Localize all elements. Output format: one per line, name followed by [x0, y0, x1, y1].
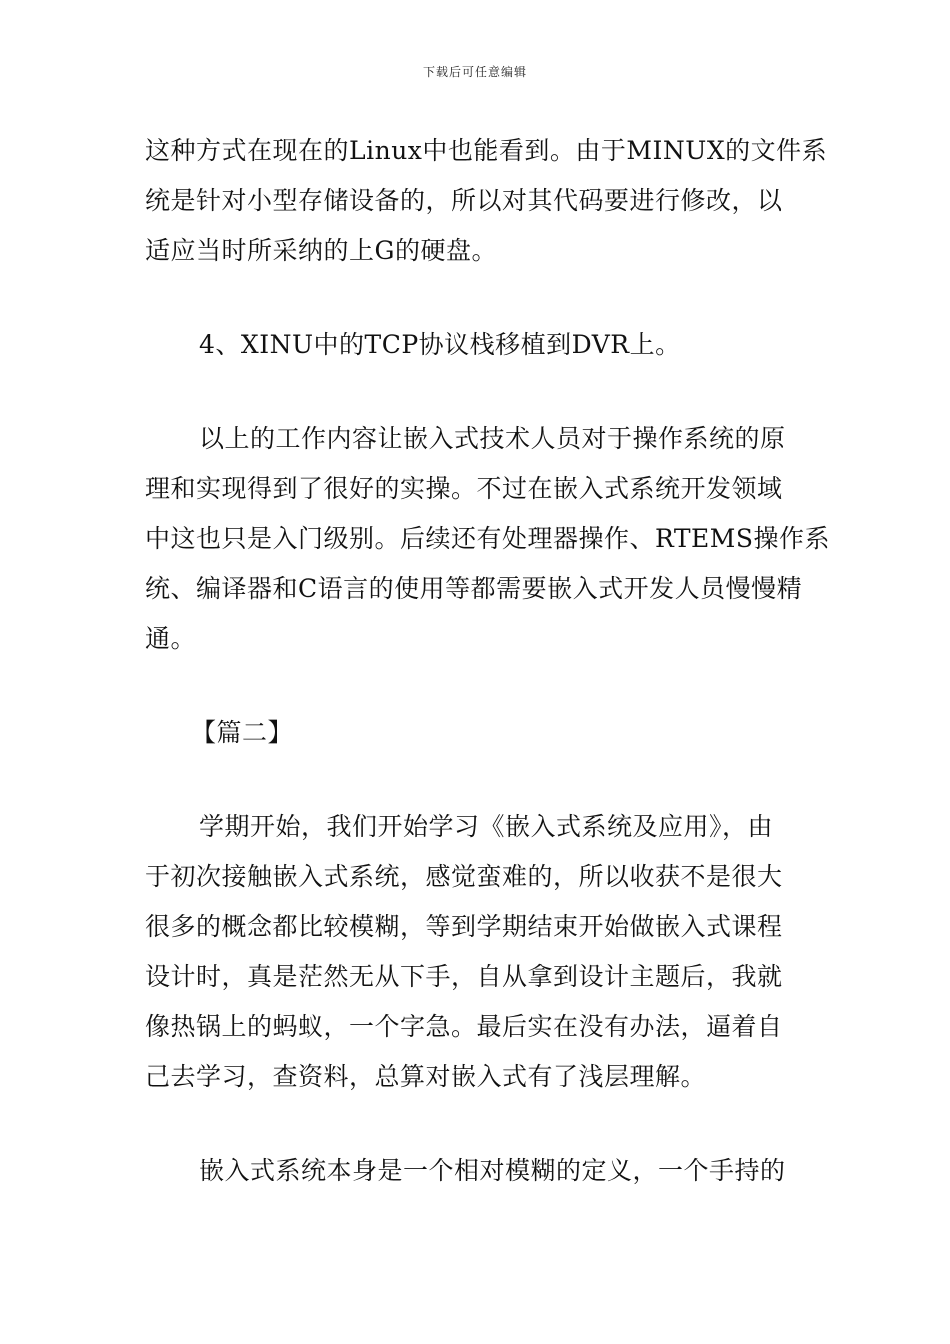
text-line: 设计时，真是茫然无从下手，自从拿到设计主题后，我就	[145, 962, 783, 991]
text-line: 适应当时所采纳的上G的硬盘。	[145, 236, 497, 265]
paragraph-xinu-tcp	[145, 320, 807, 370]
paragraph-linux-minux	[145, 126, 828, 276]
paragraph-spacer	[145, 664, 807, 708]
text-line: 以上的工作内容让嵌入式技术人员对于操作系统的原	[199, 424, 786, 453]
text-line: 4、XINU中的TCP协议栈移植到DVR上。	[199, 330, 681, 359]
paragraph-work-summary	[145, 414, 831, 664]
text-line: 统是针对小型存储设备的，所以对其代码要进行修改，以	[145, 186, 783, 215]
paragraph-spacer	[145, 276, 807, 320]
page-header-note: 下载后可任意编辑	[422, 65, 527, 79]
text-line: 于初次接触嵌入式系统，感觉蛮难的，所以收获不是很大	[145, 862, 783, 891]
paragraph-spacer	[145, 370, 807, 414]
text-line: 很多的概念都比较模糊，等到学期结束开始做嵌入式课程	[145, 912, 783, 941]
text-line: 统、编译器和C语言的使用等都需要嵌入式开发人员慢慢精	[145, 574, 803, 603]
text-line: 理和实现得到了很好的实操。不过在嵌入式系统开发领域	[145, 474, 783, 503]
section-heading-part-two	[145, 708, 807, 758]
document-body	[145, 126, 831, 1196]
text-line: 嵌入式系统本身是一个相对模糊的定义，一个手持的	[199, 1156, 786, 1185]
paragraph-semester-learning	[145, 802, 807, 1102]
text-line: 己去学习，查资料，总算对嵌入式有了浅层理解。	[145, 1062, 707, 1091]
text-line: 这种方式在现在的Linux中也能看到。由于MINUX的文件系	[145, 136, 828, 165]
paragraph-spacer	[145, 758, 807, 802]
paragraph-embedded-definition	[145, 1146, 807, 1196]
text-line: 学期开始，我们开始学习《嵌入式系统及应用》，由	[199, 812, 774, 841]
text-line: 中这也只是入门级别。后续还有处理器操作、RTEMS操作系	[145, 524, 831, 553]
text-line: 通。	[145, 624, 197, 653]
text-line: 像热锅上的蚂蚁，一个字急。最后实在没有办法，逼着自	[145, 1012, 783, 1041]
paragraph-spacer	[145, 1102, 807, 1146]
section-heading-text: 【篇二】	[191, 718, 294, 747]
